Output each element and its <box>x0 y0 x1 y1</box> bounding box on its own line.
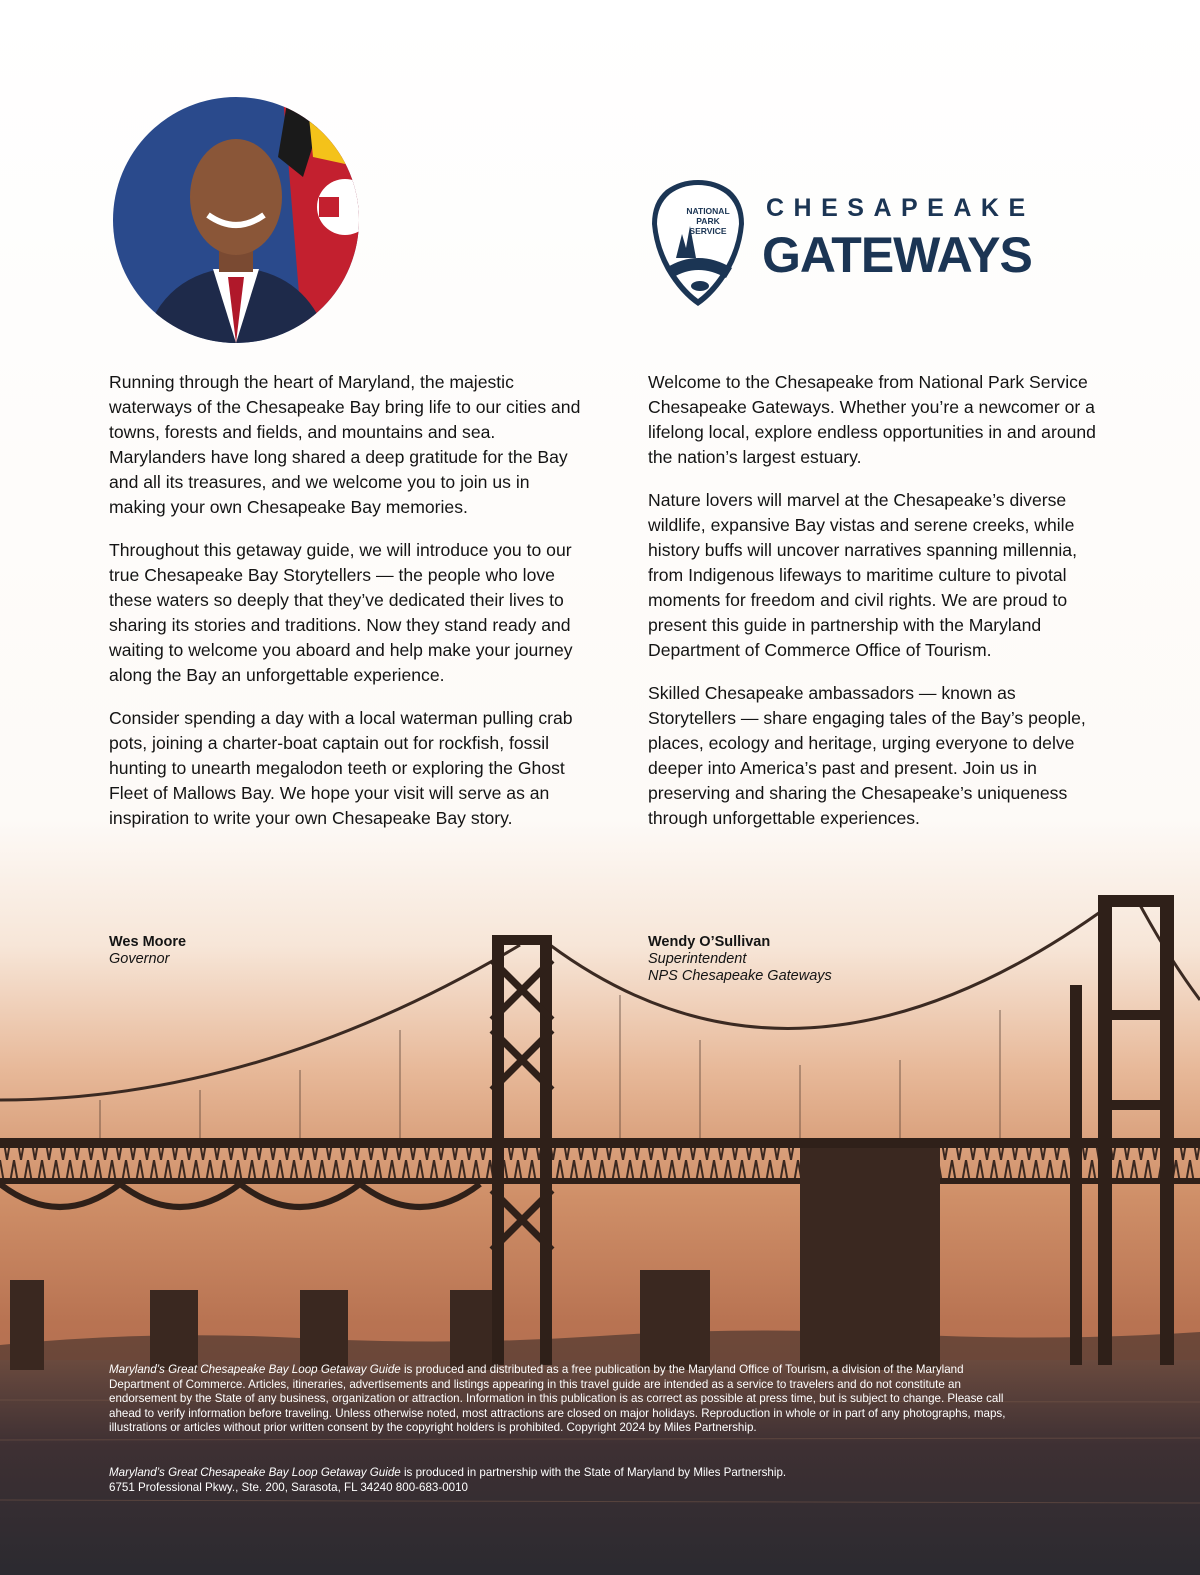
superintendent-signature <box>648 934 832 985</box>
governor-paragraph-2: Throughout this getaway guide, we will introduce you to our true Chesapeake Bay Storytellers — the people who love these waters so deeply that they’ve dedicated their lives to sharing its stories and traditions. Now they stand ready and waiting to welcome you aboard and help make your journey along the Bay an unforgettable experience. <box>109 540 573 685</box>
signature-title: Superintendent <box>648 951 747 967</box>
superintendent-paragraph-1: Welcome to the Chesapeake from National Park Service Chesapeake Gateways. Whether you’re a newcomer or a lifelong local, explore endless opportunities in and around the nation’s largest estuary. <box>648 372 1096 467</box>
governor-paragraph-1: Running through the heart of Maryland, the majestic waterways of the Chesapeake Bay bring life to our cities and towns, forests and fields, and mountains and sea. Marylanders have long shared a deep gratitude for the Bay and all its treasures, and we welcome you to join us in making your own Chesapeake Bay memories. <box>109 372 581 517</box>
signature-organization: NPS Chesapeake Gateways <box>648 968 832 984</box>
publisher-address: 6751 Professional Pkwy., Ste. 200, Sarasota, FL 34240 800-683-0010 <box>109 1480 468 1494</box>
nps-badge-line-3: SERVICE <box>689 226 727 236</box>
nps-badge-line-1: NATIONAL <box>686 206 730 216</box>
chesapeake-gateways-logo <box>646 178 1035 310</box>
partnership-text: is produced in partnership with the State of Maryland by Miles Partnership. <box>403 1466 787 1479</box>
nps-badge-line-2: PARK <box>696 216 720 226</box>
publisher-info <box>109 1466 1009 1495</box>
signature-name: Wendy O’Sullivan <box>648 934 771 950</box>
logo-gateways-wordmark: GATEWAYS <box>762 227 1032 283</box>
superintendent-paragraph-2: Nature lovers will marvel at the Chesapeake’s diverse wildlife, expansive Bay vistas and serene creeks, while history buffs will uncover narratives spanning millennia, from Indigenous lifeways to maritime culture to pivotal moments for freedom and civil rights. We are proud to present this guide in partnership with the Maryland Department of Commerce Office of Tourism. <box>648 490 1077 660</box>
superintendent-paragraph-3: Skilled Chesapeake ambassadors — known as Storytellers — share engaging tales of the Bay’s people, places, ecology and heritage, urging everyone to delve deeper into America’s past and present. Join us in preserving and sharing the Chesapeake’s uniqueness through unforgettable experiences. <box>648 683 1086 828</box>
governor-paragraph-3: Consider spending a day with a local waterman pulling crab pots, joining a charter-boat captain out for rockfish, fossil hunting to unearth megalodon teeth or exploring the Ghost Fleet of Mallows Bay. We hope your visit will serve as an inspiration to write your own Chesapeake Bay story. <box>109 708 573 828</box>
signature-name: Wes Moore <box>109 934 187 950</box>
superintendent-letter <box>648 370 1098 849</box>
governor-signature <box>109 934 186 968</box>
logo-chesapeake-wordmark: CHESAPEAKE <box>766 194 1035 222</box>
publication-disclaimer <box>109 1363 1009 1436</box>
publication-title: Maryland’s Great Chesapeake Bay Loop Getaway Guide <box>109 1363 401 1376</box>
governor-letter <box>109 370 584 849</box>
signature-title: Governor <box>109 951 170 967</box>
governor-portrait <box>113 97 359 343</box>
disclaimer-text: is produced and distributed as a free publication by the Maryland Office of Tourism, a division of the Maryland Department of Commerce. Articles, itineraries, advertisements and listings appearing in this travel guide are intended as a service to travelers and do not constitute an endorsement by the State of any business, organization or attraction. Information in this publication is as correct as possible at press time, but is subject to change. Please call ahead to verify information before traveling. Unless otherwise noted, most attractions are closed on major holidays. Reproduction in whole or in part of any photographs, maps, illustrations or articles without prior written consent by the copyright holders is prohibited. Copyright 2024 by Miles Partnership. <box>109 1363 1006 1435</box>
publication-title: Maryland’s Great Chesapeake Bay Loop Getaway Guide <box>109 1466 401 1479</box>
nps-arrowhead-icon <box>646 178 750 308</box>
